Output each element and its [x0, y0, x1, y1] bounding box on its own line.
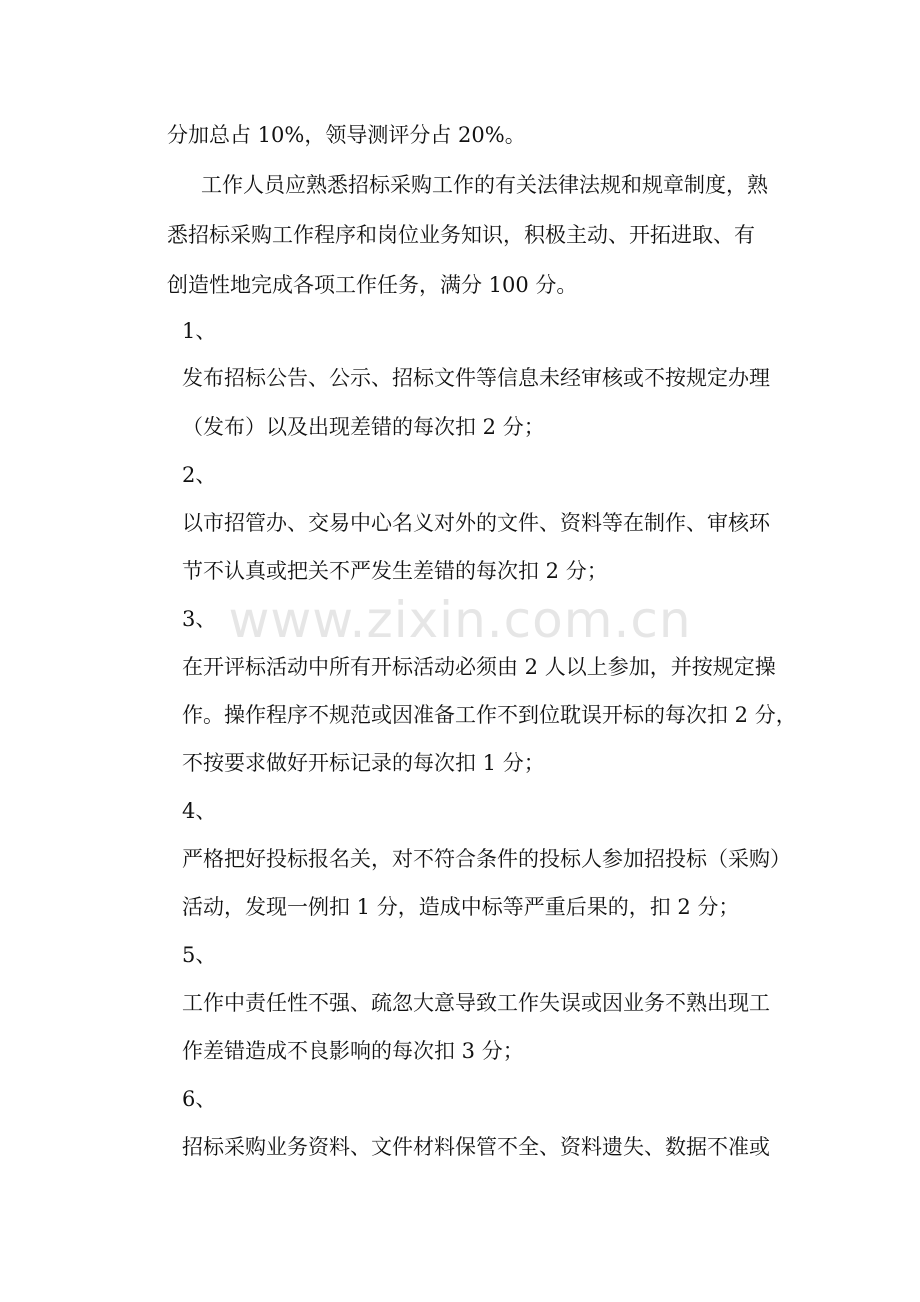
item-number: 3、	[182, 607, 217, 631]
item-text-line: 不按要求做好开标记录的每次扣 1 分；	[182, 751, 545, 775]
item-number: 2、	[182, 463, 217, 487]
item-text-line: 工作中责任性不强、疏忽大意导致工作失误或因业务不熟出现工	[182, 991, 770, 1015]
item-number: 4、	[182, 799, 217, 823]
paragraph-line: 创造性地完成各项工作任务，满分 100 分。	[167, 273, 578, 297]
item-text-line: （发布）以及出现差错的每次扣 2 分；	[182, 415, 545, 439]
item-text-line: 活动，发现一例扣 1 分，造成中标等严重后果的，扣 2 分；	[182, 895, 740, 919]
item-text-line: 在开评标活动中所有开标活动必须由 2 人以上参加，并按规定操	[182, 655, 776, 679]
item-text-line: 节不认真或把关不严发生差错的每次扣 2 分；	[182, 559, 608, 583]
item-number: 6、	[182, 1087, 217, 1111]
item-text-line: 以市招管办、交易中心名义对外的文件、资料等在制作、审核环	[182, 511, 770, 535]
item-text-line: 严格把好投标报名关，对不符合条件的投标人参加招投标（采购）	[182, 847, 791, 871]
paragraph-line: 工作人员应熟悉招标采购工作的有关法律法规和规章制度，熟	[201, 173, 768, 197]
paragraph-line: 悉招标采购工作程序和岗位业务知识，积极主动、开拓进取、有	[167, 223, 755, 247]
item-text-line: 作差错造成不良影响的每次扣 3 分；	[182, 1039, 524, 1063]
intro-tail-line: 分加总占 10%，领导测评分占 20%。	[167, 123, 526, 147]
item-text-line: 作。操作程序不规范或因准备工作不到位耽误开标的每次扣 2 分，	[182, 703, 797, 727]
item-text-line: 招标采购业务资料、文件材料保管不全、资料遗失、数据不准或	[182, 1135, 770, 1159]
watermark-text: www.zixin.com.cn	[228, 591, 692, 649]
item-text-line: 发布招标公告、公示、招标文件等信息未经审核或不按规定办理	[182, 366, 770, 390]
item-number: 5、	[182, 943, 217, 967]
item-number: 1、	[182, 319, 217, 343]
